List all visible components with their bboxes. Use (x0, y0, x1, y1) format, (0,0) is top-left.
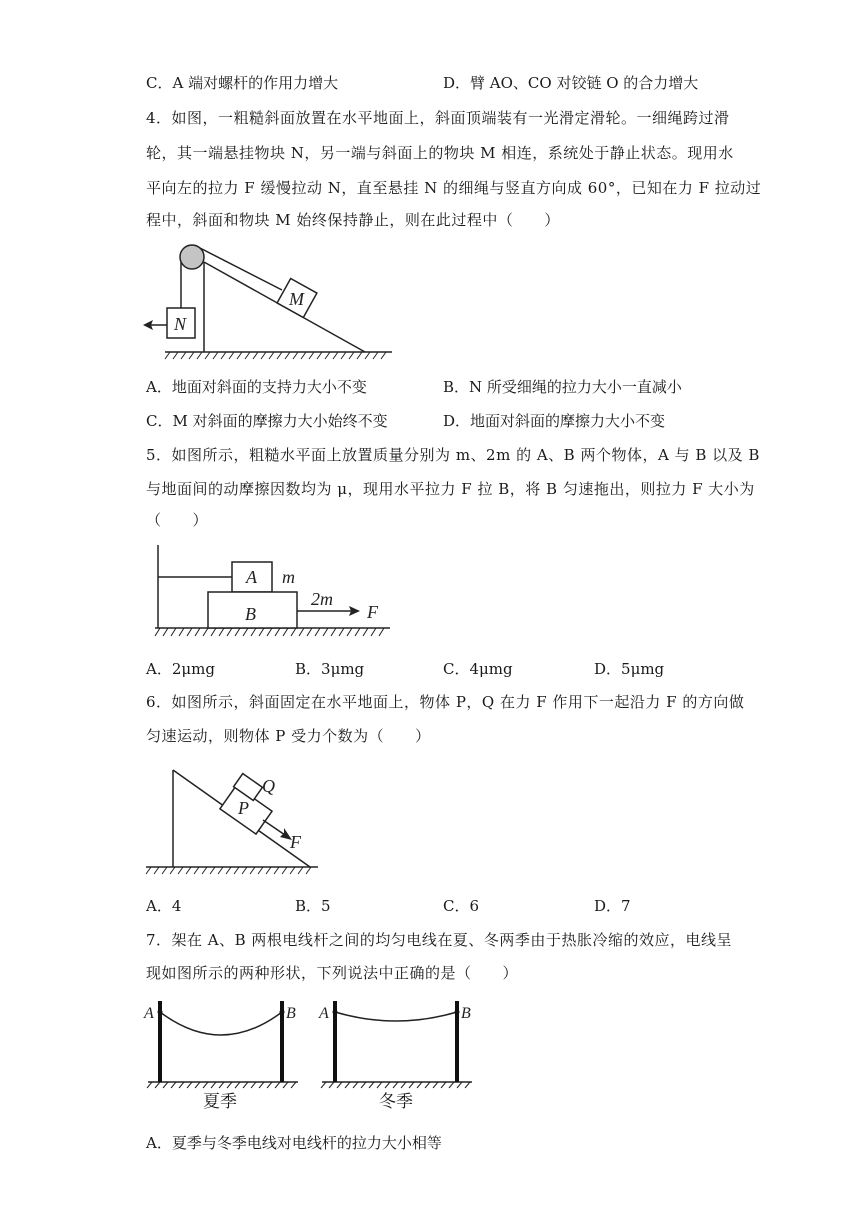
q4-stem-line-2: 轮，其一端悬挂物块 N，另一端与斜面上的物块 M 相连，系统处于静止状态。现用水 (146, 144, 734, 162)
q7-stem-line-2: 现如图所示的两种形状，下列说法中正确的是（ ） (146, 964, 519, 982)
q6-option-d: D．7 (594, 897, 631, 915)
q4-stem-line-1: 4．如图，一粗糙斜面放置在水平地面上，斜面顶端装有一光滑定滑轮。一细绳跨过滑 (146, 109, 730, 127)
label-b: B (245, 604, 256, 624)
label-q: Q (262, 776, 275, 796)
winter-caption: 冬季 (379, 1092, 413, 1112)
label-m: M (289, 289, 304, 309)
q6-option-b: B．5 (295, 897, 331, 915)
q5-option-d: D．5μmg (594, 660, 665, 678)
q6-option-a: A．4 (146, 897, 182, 915)
q4-stem-line-3: 平向左的拉力 F 缓慢拉动 N，直至悬挂 N 的细绳与竖直方向成 60°，已知在力 F 拉动过 (146, 179, 762, 197)
q5-stem-line-2: 与地面间的动摩擦因数均为 μ，现用水平拉力 F 拉 B，将 B 匀速拖出，则拉力 F 大小为 (146, 480, 755, 498)
label-mass-m: m (282, 567, 295, 587)
q4-option-b: B．N 所受细绳的拉力大小一直减小 (443, 378, 682, 396)
q3-option-d: D．臂 AO、CO 对铰链 O 的合力增大 (443, 74, 699, 92)
winter-diagram (318, 1001, 472, 1088)
summer-label-a: A (144, 1005, 154, 1022)
q5-stem-line-3: （ ） (146, 511, 209, 529)
q6-option-c: C．6 (443, 897, 480, 915)
q7-stem-line-1: 7．架在 A、B 两根电线杆之间的均匀电线在夏、冬两季由于热胀冷缩的效应，电线呈 (146, 931, 732, 949)
q7-option-a: A．夏季与冬季电线对电线杆的拉力大小相等 (146, 1134, 442, 1152)
q5-stem-line-1: 5．如图所示，粗糙水平面上放置质量分别为 m、2m 的 A、B 两个物体，A 与 B 以及 B (146, 446, 760, 464)
summer-label-b: B (286, 1005, 296, 1022)
label-force-f: F (367, 602, 378, 622)
q6-stem-line-2: 匀速运动，则物体 P 受力个数为（ ） (146, 727, 431, 745)
q4-stem-line-4: 程中，斜面和物块 M 始终保持静止，则在此过程中（ ） (146, 211, 560, 229)
q5-option-a: A．2μmg (146, 660, 215, 678)
winter-label-a: A (319, 1005, 329, 1022)
winter-label-b: B (461, 1005, 471, 1022)
q5-option-b: B．3μmg (295, 660, 365, 678)
q4-option-c: C．M 对斜面的摩擦力大小始终不变 (146, 412, 388, 430)
label-p: P (238, 798, 249, 818)
q4-option-d: D．地面对斜面的摩擦力大小不变 (443, 412, 666, 430)
q3-option-c: C．A 端对螺杆的作用力增大 (146, 74, 339, 92)
label-mass-2m: 2m (311, 589, 333, 609)
summer-diagram (143, 1001, 298, 1088)
q5-option-c: C．4μmg (443, 660, 513, 678)
label-force-f: F (290, 832, 301, 852)
label-n: N (174, 314, 187, 334)
q4-option-a: A．地面对斜面的支持力大小不变 (146, 378, 367, 396)
summer-caption: 夏季 (203, 1092, 237, 1112)
q6-stem-line-1: 6．如图所示，斜面固定在水平地面上，物体 P，Q 在力 F 作用下一起沿力 F 的方向做 (146, 693, 745, 711)
label-a: A (246, 567, 257, 587)
